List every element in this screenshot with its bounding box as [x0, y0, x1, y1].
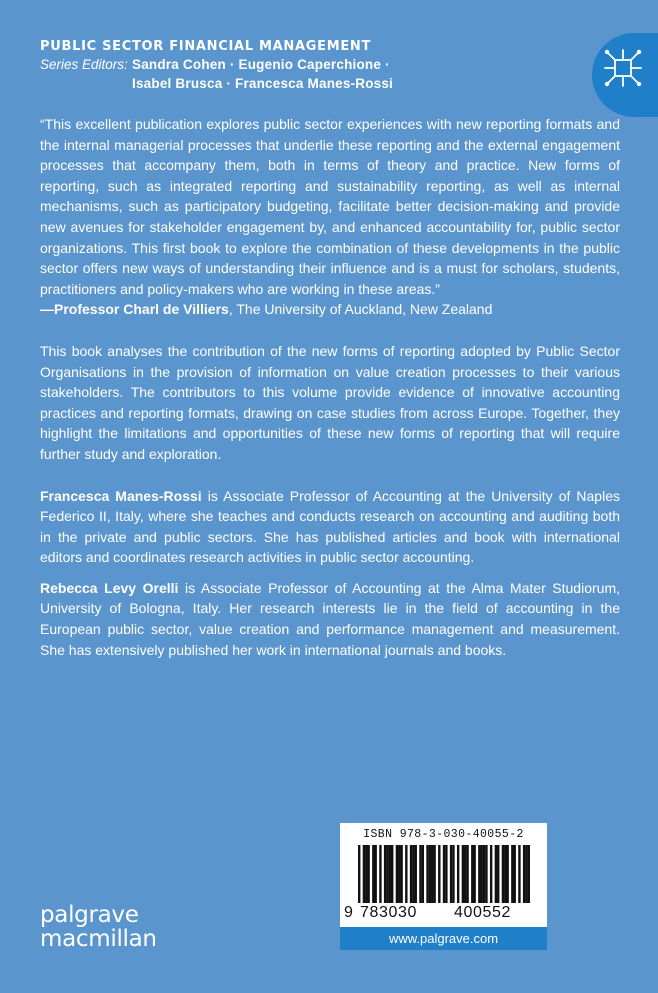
- barcode-bar: [438, 845, 440, 903]
- barcode-bar: [457, 845, 459, 903]
- barcode-bar: [386, 845, 388, 903]
- barcode-digit-first: 9: [344, 904, 354, 921]
- barcode-bar: [523, 845, 525, 903]
- author-bio-2-name: Rebecca Levy Orelli: [40, 579, 179, 596]
- barcode-bar: [483, 845, 485, 903]
- barcode-bars: [358, 845, 530, 907]
- series-editors-label: Series Editors:: [40, 57, 128, 72]
- publisher-logo-line-1: palgrave: [40, 902, 139, 928]
- review-author: —Professor Charl de Villiers: [40, 301, 229, 318]
- book-description: This book analyses the contribution of the new forms of reporting adopted by Public Sector Organisations in the provision of information on value creation processes to their various stakeholders. The contributors to this volume provide evidence of innovative accounting practices and reporting formats, drawing on case studies from across Europe. Together, they highlight the limitations and opportunities of these new forms of reporting that will require further study and exploration.: [40, 342, 620, 462]
- barcode-bar: [367, 845, 369, 903]
- barcode-bar: [429, 845, 431, 903]
- barcode-bar: [497, 845, 499, 903]
- author-bio-2: [40, 578, 620, 660]
- review-quote: “This excellent publication explores public sector experiences with new reporting formats and the internal managerial processes that underlie these reporting and the external engagement processes that accompany them, both in terms of theory and practice. New forms of reporting, such as integrated reporting and sustainability reporting, as well as internal mechanisms, such as participatory budgeting, facilitate better decision-making and provide new avenues for stakeholder engagement by, and enhanced accountability for, public sector organizations. This first book to explore the combination of these developments in the public sector offers new ways of understanding their influence and is a must for scholars, students, practitioners and policy-makers who are working in these areas.”: [40, 116, 620, 297]
- barcode-bar: [415, 845, 417, 903]
- barcode-bar: [374, 845, 376, 903]
- barcode-bar: [405, 845, 407, 903]
- barcode-bar: [525, 845, 527, 903]
- barcode-bar: [495, 845, 497, 903]
- author-bio-2-text: is Associate Professor of Accounting at the Alma Mater Studiorum, University of Bologna, Italy. Her research interests lie in the field of accounting in the European public sector, value creation and performance management and measurement. She has extensively published her work in international journals and books.: [40, 579, 620, 658]
- series-header: [40, 38, 560, 93]
- barcode-bar: [450, 845, 452, 903]
- barcode-bar: [412, 845, 414, 903]
- author-bio-1-name: Francesca Manes-Rossi: [40, 487, 202, 504]
- barcode-bar: [379, 845, 381, 903]
- body-text: [40, 114, 620, 660]
- barcode-digits-left: 783030: [360, 904, 417, 921]
- barcode-digits-right: 400552: [454, 904, 511, 921]
- isbn-barcode: [340, 823, 547, 927]
- barcode-bar: [511, 845, 513, 903]
- review-attribution: [40, 299, 620, 320]
- series-editors: [40, 55, 560, 93]
- series-title: PUBLIC SECTOR FINANCIAL MANAGEMENT: [40, 39, 372, 54]
- barcode-bar: [365, 845, 367, 903]
- barcode-bar: [462, 845, 464, 903]
- barcode-bar: [410, 845, 412, 903]
- barcode-bar: [464, 845, 466, 903]
- barcode-bar: [384, 845, 386, 903]
- barcode-bar: [445, 845, 447, 903]
- barcode-bar: [396, 845, 398, 903]
- review-affiliation: , The University of Auckland, New Zealand: [228, 301, 493, 318]
- publisher-logo-line-2: macmillan: [40, 926, 157, 952]
- barcode-bar: [422, 845, 424, 903]
- barcode-digits: [344, 904, 544, 922]
- barcode-bar: [358, 845, 360, 903]
- barcode-bar: [389, 845, 391, 903]
- barcode-bar: [473, 845, 475, 903]
- barcode-bar: [471, 845, 473, 903]
- barcode-bar: [490, 845, 492, 903]
- author-bio-1-text: is Associate Professor of Accounting at the University of Naples Federico II, Italy, where she teaches and conducts research on accounting and auditing both in the private and public sectors. She has published articles and book with international editors and coordinates research activities in public sector accounting.: [40, 487, 620, 566]
- barcode-bar: [466, 845, 468, 903]
- barcode-bar: [443, 845, 445, 903]
- barcode-bar: [481, 845, 483, 903]
- series-editors-line-1: Sandra Cohen · Eugenio Caperchione ·: [132, 57, 390, 72]
- barcode-bar: [485, 845, 487, 903]
- publisher-url[interactable]: www.palgrave.com: [340, 927, 547, 950]
- barcode-bar: [433, 845, 435, 903]
- barcode-bar: [419, 845, 421, 903]
- barcode-bar: [504, 845, 506, 903]
- barcode-bar: [400, 845, 402, 903]
- barcode-bar: [506, 845, 508, 903]
- barcode-bar: [426, 845, 428, 903]
- barcode-bar: [391, 845, 393, 903]
- barcode-bar: [372, 845, 374, 903]
- series-badge: [592, 33, 658, 117]
- series-editors-line-2: Isabel Brusca · Francesca Manes-Rossi: [132, 76, 394, 91]
- barcode-bar: [514, 845, 516, 903]
- barcode-bar: [452, 845, 454, 903]
- barcode-bar: [398, 845, 400, 903]
- barcode-bar: [431, 845, 433, 903]
- author-bio-1: [40, 486, 620, 568]
- publisher-logo: [40, 903, 157, 951]
- barcode-bar: [363, 845, 365, 903]
- barcode-bar: [528, 845, 530, 903]
- barcode-bar: [478, 845, 480, 903]
- barcode-bar: [502, 845, 504, 903]
- isbn-number: ISBN 978-3-030-40055-2: [363, 828, 524, 841]
- barcode-bar: [518, 845, 520, 903]
- network-square-icon: [600, 45, 646, 91]
- series-editors-names: [132, 55, 393, 93]
